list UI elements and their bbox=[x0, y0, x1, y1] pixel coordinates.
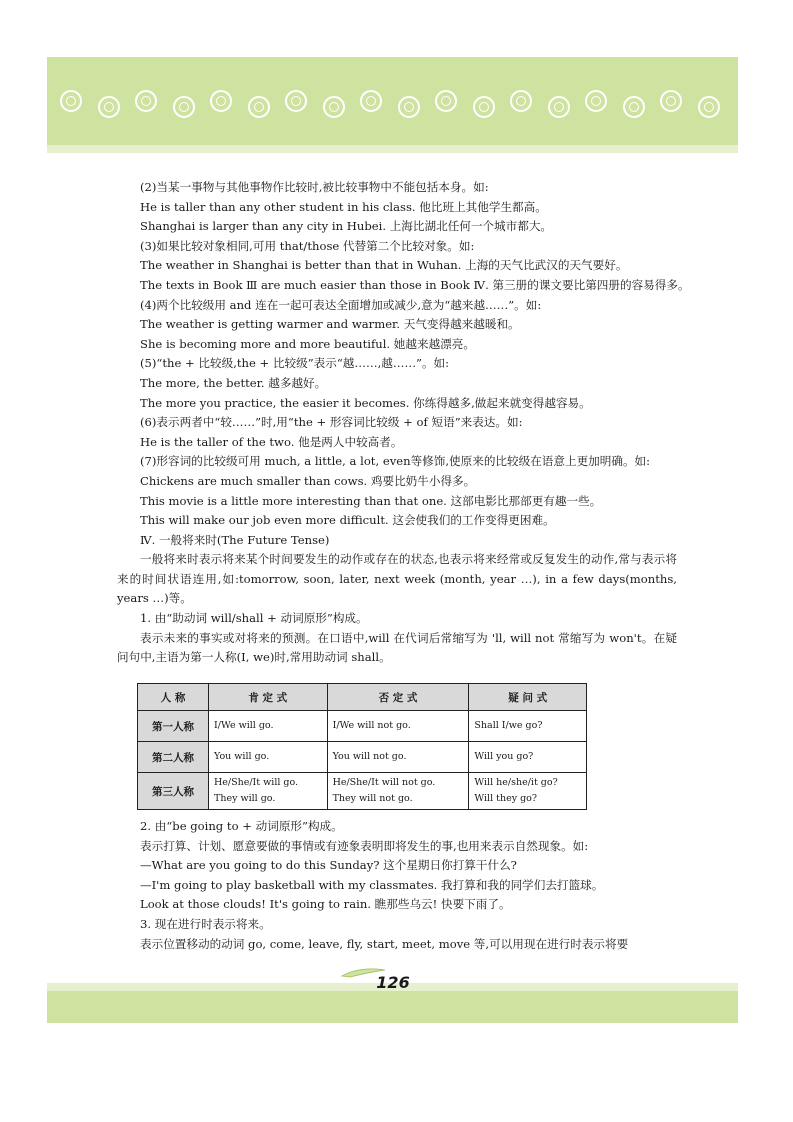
text-line: (4)两个比较级用 and 连在一起可表达全面增加或减少,意为“越来越……”。如: bbox=[140, 297, 542, 312]
grammar-text-top bbox=[117, 178, 690, 668]
future-tense-table bbox=[137, 683, 587, 810]
cell-text: They will go. bbox=[214, 793, 276, 804]
cell-text: Will they go? bbox=[474, 793, 537, 804]
ring-icon bbox=[173, 96, 195, 118]
header-strip bbox=[47, 145, 738, 153]
text-line: 表示打算、计划、愿意要做的事情或有迹象表明即将发生的事,也用来表示自然现象。如: bbox=[140, 838, 589, 853]
table-cell-question bbox=[469, 711, 587, 742]
cell-text: They will not go. bbox=[332, 793, 413, 804]
table-header: 肯 定 式 bbox=[209, 684, 328, 711]
header-circle-decoration bbox=[60, 86, 730, 122]
table-cell-affirm bbox=[209, 773, 328, 810]
row-header-person: 第三人称 bbox=[138, 773, 209, 810]
ring-icon bbox=[548, 96, 570, 118]
page-number: 126 bbox=[376, 973, 410, 992]
table-row bbox=[138, 742, 587, 773]
text-line: He is taller than any other student in his class. 他比班上其他学生都高。 bbox=[140, 199, 547, 214]
text-line: The texts in Book Ⅲ are much easier than those in Book Ⅳ. 第三册的课文要比第四册的容易得多。 bbox=[140, 277, 690, 292]
table-cell-affirm bbox=[209, 742, 328, 773]
text-line: He is the taller of the two. 他是两人中较高者。 bbox=[140, 434, 403, 449]
text-line: The weather is getting warmer and warmer. 天气变得越来越暖和。 bbox=[140, 317, 520, 332]
table-cell-negative bbox=[327, 711, 469, 742]
ring-icon bbox=[98, 96, 120, 118]
text-line: Shanghai is larger than any city in Hubei. 上海比湖北任何一个城市都大。 bbox=[140, 219, 553, 234]
ring-icon bbox=[60, 90, 82, 112]
text-line: The more you practice, the easier it becomes. 你练得越多,做起来就变得越容易。 bbox=[140, 395, 591, 410]
row-header-person: 第一人称 bbox=[138, 711, 209, 742]
text-line: 表示未来的事实或对将来的预测。在口语中,will 在代词后常缩写为 'll, will not 常缩写为 won't。在疑问句中,主语为第一人称(I, we)时,常用助动词 shall。 bbox=[117, 630, 677, 665]
text-line: 3. 现在进行时表示将来。 bbox=[140, 916, 271, 931]
table-row bbox=[138, 711, 587, 742]
ring-icon bbox=[660, 90, 682, 112]
text-line: —What are you going to do this Sunday? 这个星期日你打算干什么? bbox=[140, 858, 517, 873]
table-header: 人 称 bbox=[138, 684, 209, 711]
text-line: Ⅳ. 一般将来时(The Future Tense) bbox=[140, 532, 330, 547]
ring-icon bbox=[623, 96, 645, 118]
cell-text: Will he/she/it go? bbox=[474, 777, 558, 788]
ring-icon bbox=[248, 96, 270, 118]
table-cell-question bbox=[469, 773, 587, 810]
text-line: (6)表示两者中“较……”时,用“the + 形容词比较级 + of 短语”来表达。如: bbox=[140, 415, 523, 430]
text-line: This will make our job even more difficult. 这会使我们的工作变得更困难。 bbox=[140, 513, 555, 528]
text-line: The weather in Shanghai is better than that in Wuhan. 上海的天气比武汉的天气要好。 bbox=[140, 258, 628, 273]
row-header-person: 第二人称 bbox=[138, 742, 209, 773]
text-line: Chickens are much smaller than cows. 鸡要比奶牛小得多。 bbox=[140, 473, 476, 488]
ring-icon bbox=[435, 90, 457, 112]
table-cell-negative bbox=[327, 773, 469, 810]
text-line: (3)如果比较对象相同,可用 that/those 代替第二个比较对象。如: bbox=[140, 238, 475, 253]
text-line: —I'm going to play basketball with my classmates. 我打算和我的同学们去打篮球。 bbox=[140, 877, 604, 892]
text-line: Look at those clouds! It's going to rain. 瞧那些乌云! 快要下雨了。 bbox=[140, 897, 511, 912]
table-row bbox=[138, 773, 587, 810]
text-line: (5)“the + 比较级,the + 比较级”表示“越……,越……”。如: bbox=[140, 356, 450, 371]
cell-text: He/She/It will not go. bbox=[332, 777, 436, 788]
ring-icon bbox=[323, 96, 345, 118]
text-line: The more, the better. 越多越好。 bbox=[140, 375, 327, 390]
cell-text: Will you go? bbox=[474, 751, 534, 762]
text-line: 2. 由“be going to + 动词原形”构成。 bbox=[140, 819, 343, 833]
ring-icon bbox=[285, 90, 307, 112]
table-header-row bbox=[138, 684, 587, 711]
ring-icon bbox=[135, 90, 157, 112]
text-line: 1. 由“助动词 will/shall + 动词原形”构成。 bbox=[140, 611, 368, 626]
text-line: 表示位置移动的动词 go, come, leave, fly, start, meet, move 等,可以用现在进行时表示将要 bbox=[140, 936, 629, 951]
ring-icon bbox=[398, 96, 420, 118]
table-cell-affirm bbox=[209, 711, 328, 742]
ring-icon bbox=[698, 96, 720, 118]
text-line: (2)当某一事物与其他事物作比较时,被比较事物中不能包括本身。如: bbox=[140, 180, 489, 194]
table-header: 否 定 式 bbox=[327, 684, 469, 711]
text-line: She is becoming more and more beautiful. 她越来越漂亮。 bbox=[140, 336, 475, 351]
ring-icon bbox=[210, 90, 232, 112]
ring-icon bbox=[585, 90, 607, 112]
cell-text: I/We will not go. bbox=[332, 720, 411, 731]
text-line: 一般将来时表示将来某个时间要发生的动作或存在的状态,也表示将来经常或反复发生的动作,常与表示将来的时间状语连用,如:tomorrow, soon, later, next week (month, year …), in a few days(months, years …)等。 bbox=[117, 552, 677, 606]
cell-text: You will go. bbox=[214, 751, 270, 762]
table-cell-negative bbox=[327, 742, 469, 773]
text-line: This movie is a little more interesting than that one. 这部电影比那部更有趣一些。 bbox=[140, 493, 602, 508]
ring-icon bbox=[473, 96, 495, 118]
cell-text: Shall I/we go? bbox=[474, 720, 543, 731]
grammar-text-bottom bbox=[117, 817, 677, 954]
cell-text: He/She/It will go. bbox=[214, 777, 299, 788]
text-line: (7)形容词的比较级可用 much, a little, a lot, even等修饰,使原来的比较级在语意上更加明确。如: bbox=[140, 454, 651, 469]
ring-icon bbox=[360, 90, 382, 112]
cell-text: I/We will go. bbox=[214, 720, 274, 731]
ring-icon bbox=[510, 90, 532, 112]
table-cell-question bbox=[469, 742, 587, 773]
cell-text: You will not go. bbox=[332, 751, 407, 762]
table-header: 疑 问 式 bbox=[469, 684, 587, 711]
footer-band bbox=[47, 991, 738, 1023]
